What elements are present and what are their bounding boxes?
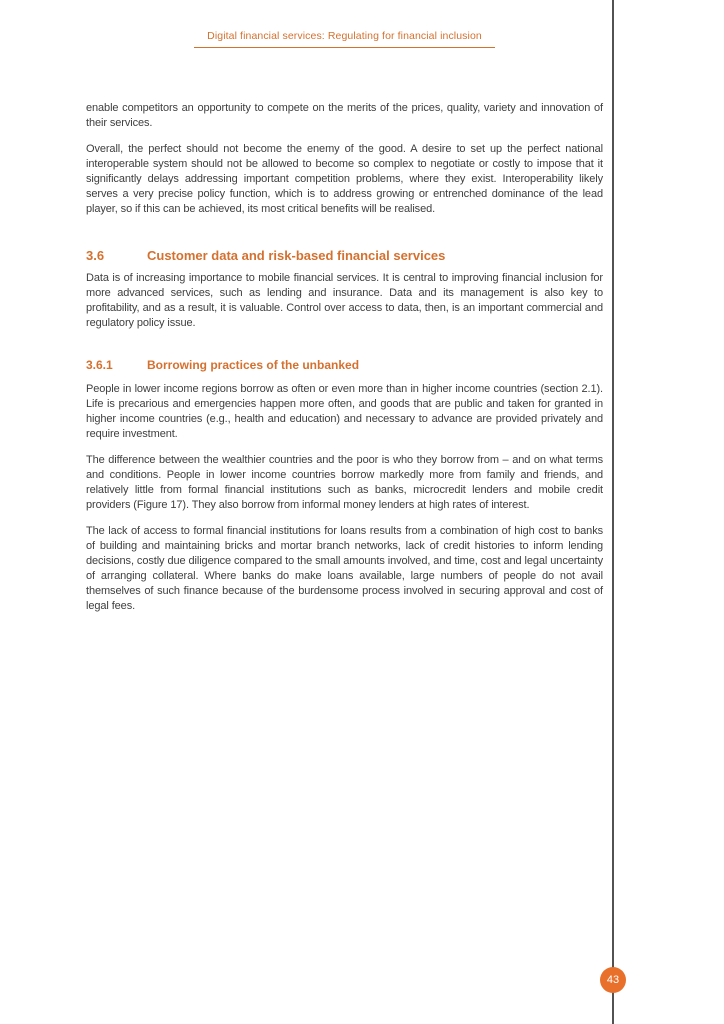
paragraph: The difference between the wealthier countries and the poor is who they borrow from – and on what terms and conditions. People in lower income countries borrow markedly more from family and friends, and relatively little from formal financial institutions such as banks, microcredit lenders and mobile credit providers (Figure 17). They also borrow from informal money lenders at high rates of interest. (86, 454, 603, 511)
page-number-badge: 43 (600, 967, 626, 993)
subsection-title: Borrowing practices of the unbanked (147, 358, 360, 372)
section-number: 3.6 (86, 248, 105, 263)
subsection-heading-3-6-1 (86, 358, 603, 373)
section-title: Customer data and risk-based financial services (147, 248, 446, 263)
page-body (86, 101, 603, 625)
subsection-number: 3.6.1 (86, 358, 113, 372)
section-heading-3-6 (86, 247, 603, 264)
right-edge-rule (612, 0, 614, 1024)
paragraph: Data is of increasing importance to mobile financial services. It is central to improving financial inclusion for more advanced services, such as lending and insurance. Data and its management is also key to profitability, and as a result, it is valuable. Control over access to data, then, is an important commercial and regulatory policy issue. (86, 272, 603, 329)
paragraph: Overall, the perfect should not become the enemy of the good. A desire to set up the perfect national interoperable system should not be allowed to become so complex to negotiate or costly to impose that it significantly delays addressing important competition problems, where they exist. Interoperability likely serves a very precise policy function, which is to address growing or entrenched dominance of the lead player, so if this can be achieved, its most critical benefits will be realised. (86, 143, 603, 215)
paragraph: enable competitors an opportunity to compete on the merits of the prices, quality, variety and innovation of their services. (86, 102, 603, 129)
paragraph: The lack of access to formal financial institutions for loans results from a combination of high cost to banks of building and maintaining bricks and mortar branch networks, lack of credit histories to inform lending decisions, costly due diligence compared to the small amounts involved, and time, cost and legal uncertainty of arranging collateral. Where banks do make loans available, large numbers of people do not avail themselves of such finance because of the burdensome process involved in securing approval and cost of legal fees. (86, 525, 603, 612)
running-header-title: Digital financial services: Regulating for financial inclusion (194, 30, 495, 48)
running-header (86, 26, 603, 48)
paragraph: People in lower income regions borrow as often or even more than in higher income countries (section 2.1). Life is precarious and emergencies happen more often, and goods that are public and taken for granted in higher income countries (e.g., health and education) and necessary to advance are provided privately and require investment. (86, 383, 603, 440)
